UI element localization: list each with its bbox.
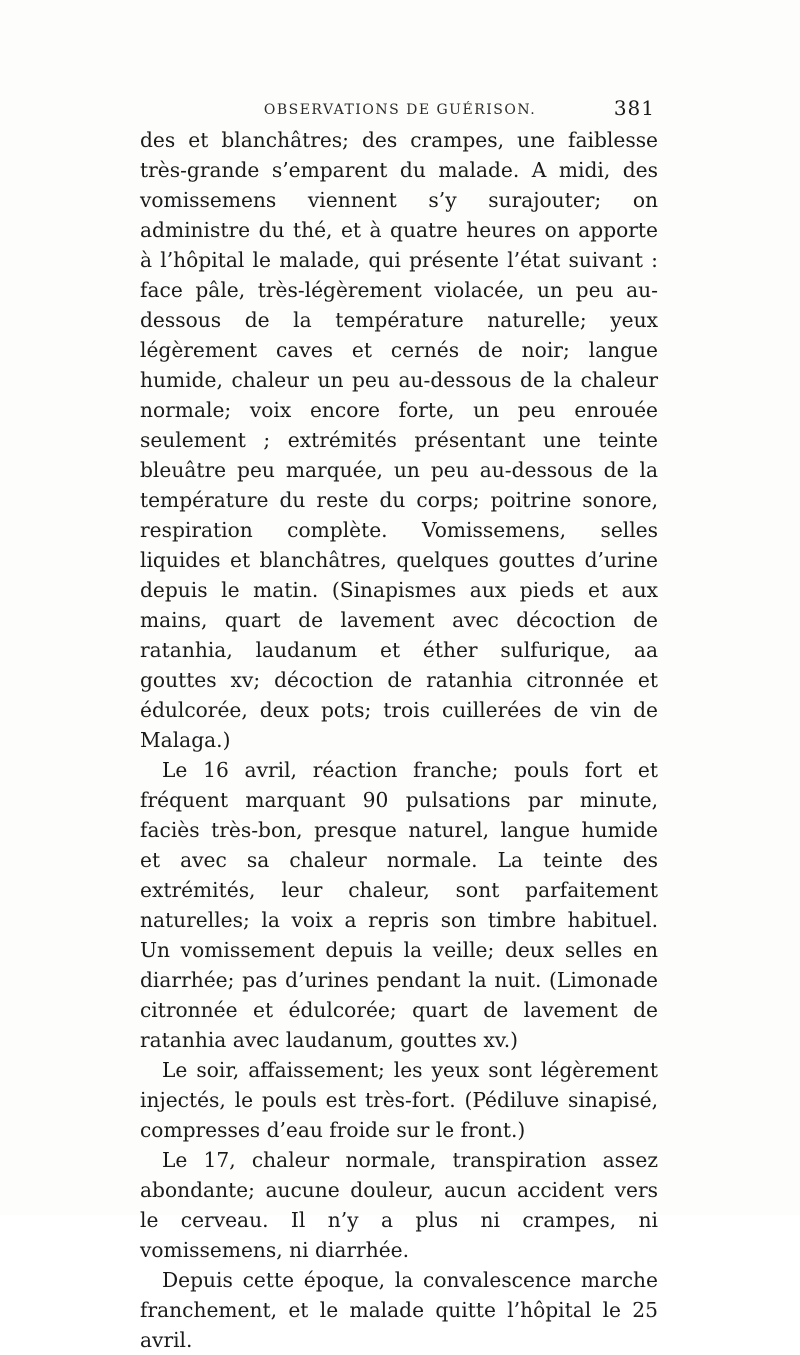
running-title: OBSERVATIONS DE GUÉRISON. xyxy=(263,102,537,118)
paragraph-17: Le 17, chaleur normale, transpiration assez abondante; aucune douleur, aucun accident vers le cerveau. Il n’y a plus ni crampes, ni vomissemens, ni diarrhée. xyxy=(140,1148,658,1262)
page-header xyxy=(145,96,655,120)
paragraph-convalescence: Depuis cette époque, la convalescence marche franchement, et le malade quitte l’hôpital le 25 avril. xyxy=(140,1268,658,1352)
paragraph-le-soir: Le soir, affaissement; les yeux sont légèrement injectés, le pouls est très-fort. (Pédiluve sinapisé, compresses d’eau froide sur le front.) xyxy=(140,1058,658,1142)
paragraph-16-avril: Le 16 avril, réaction franche; pouls fort et fréquent marquant 90 pulsations par minute, faciès très-bon, presque naturel, langue humide et avec sa chaleur normale. La teinte des extrémités, leur chaleur, sont parfaitement naturelles; la voix a repris son timbre habituel. Un vomissement depuis la veille; deux selles en diarrhée; pas d’urines pendant la nuit. (Limonade citronnée et édulcorée; quart de lavement de ratanhia avec laudanum, gouttes xv.) xyxy=(140,758,658,1052)
body-text xyxy=(140,125,658,1355)
page-number: 381 xyxy=(613,96,655,120)
paragraph-continued: des et blanchâtres; des crampes, une faiblesse très-grande s’emparent du malade. A midi, des vomissemens viennent s’y surajouter; on administre du thé, et à quatre heures on apporte à l’hôpital le malade, qui présente l’état suivant : face pâle, très-légèrement violacée, un peu au-dessous de la température naturelle; yeux légèrement caves et cernés de noir; langue humide, chaleur un peu au-dessous de la chaleur normale; voix encore forte, un peu enrouée seulement ; extrémités présentant une teinte bleuâtre peu marquée, un peu au-dessous de la température du reste du corps; poitrine sonore, respiration complète. Vomissemens, selles liquides et blanchâtres, quelques gouttes d’urine depuis le matin. (Sinapismes aux pieds et aux mains, quart de lavement avec décoction de ratanhia, laudanum et éther sulfurique, aa gouttes xv; décoction de ratanhia citronnée et édulcorée, deux pots; trois cuillerées de vin de Malaga.) xyxy=(140,128,658,752)
